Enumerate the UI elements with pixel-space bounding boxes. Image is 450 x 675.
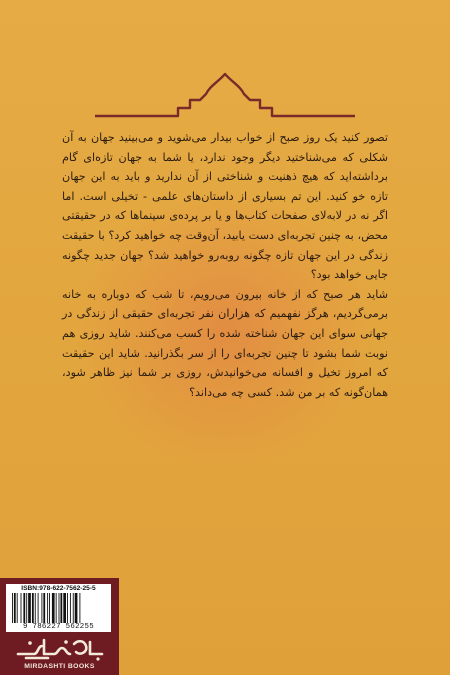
isbn-label: ISBN:978-622-7562-25-5 <box>21 585 96 592</box>
barcode-icon <box>10 593 107 623</box>
barcode-box <box>6 584 111 632</box>
barcode-panel <box>0 578 119 675</box>
blurb-paragraph-2: شاید هر صبح که از خانه بیرون می‌رویم، تا شب که دوباره به خانه برمی‌گردیم، هرگز نفهمیم که هزاران نفر تجربه‌ای حقیقی از زندگی در جهانی سوای این جهان شناخته شده را کسب می‌کنند. شاید روزی هم نوبت شما بشود تا چنین تجربه‌ای را از سر بگذرانید. شاید این حقیقت که امروز تخیل و افسانه می‌خوانیدش، روزی بر شما نیز ظاهر شود، همان‌گونه که بر من شد. کسی چه می‌داند؟ <box>62 287 388 399</box>
publisher-name: MIRDASHTI BOOKS <box>24 663 95 670</box>
publisher-logo-icon <box>14 636 106 662</box>
dome-arch-ornament-icon <box>0 70 450 130</box>
back-cover-blurb <box>62 128 388 402</box>
barcode-digits: 9 786227 562255 <box>22 623 95 631</box>
blurb-paragraph-1: تصور کنید یک روز صبح از خواب بیدار می‌شوید و می‌بینید جهان به آن شکلی که می‌شناختید دیگر وجود ندارد، یا شما به جهان تازه‌ای گام برداشته‌اید که هیچ ذهنیت و شناختی از آن ندارید و باید به این جهان تازه خو کنید. این تم بسیاری از داستان‌های علمی - تخیلی است. اما اگر نه در لابه‌لای صفحات کتاب‌ها و یا بر پرده‌ی سینماها که در حقیقتی محض، به چنین تجربه‌ای دست یابید، آن‌وقت چه خواهید کرد؟ با حقیقت زندگی در این جهان تازه چگونه روبه‌رو خواهید شد؟ جهان جدید چگونه جایی خواهد بود؟ <box>62 131 388 282</box>
